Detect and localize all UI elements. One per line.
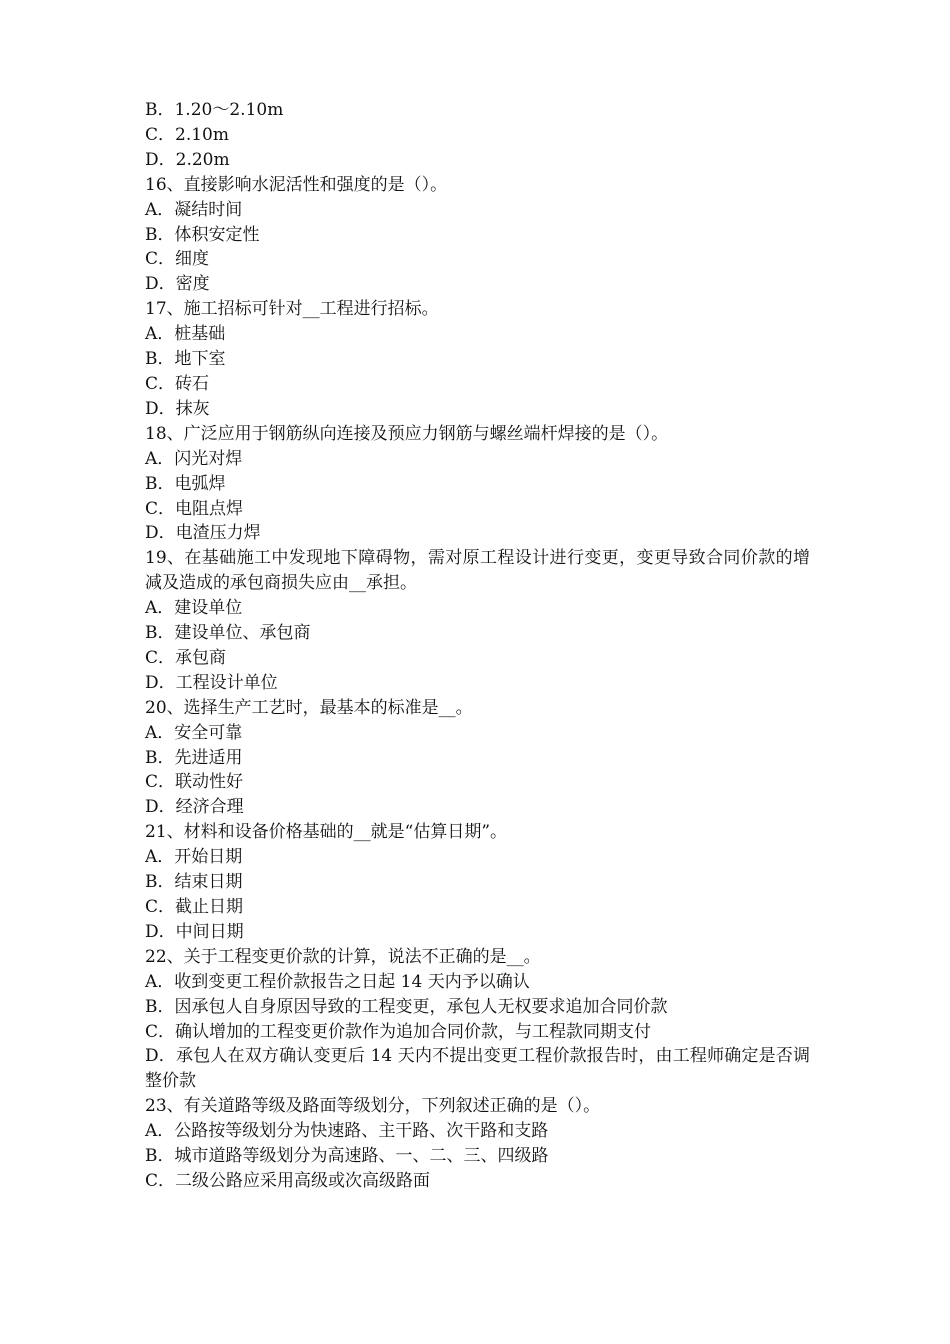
option-line: C．细度 — [145, 249, 210, 270]
text-line: D．2.20m — [145, 149, 230, 170]
option-line: B．城市道路等级划分为高速路、一、二、三、四级路 — [145, 1146, 549, 1167]
option-line: C．截止日期 — [145, 897, 244, 917]
option-line: A．建设单位 — [145, 598, 243, 619]
option-line: B．结束日期 — [145, 872, 243, 893]
text-line: B．1.20～2.10m — [145, 100, 284, 120]
option-line: C．二级公路应采用高级或次高级路面 — [145, 1170, 431, 1191]
option-line: D．经济合理 — [145, 797, 244, 818]
question-16: 16、直接影响水泥活性和强度的是（）。 — [145, 174, 448, 195]
question-19: 19、在基础施工中发现地下障碍物，需对原工程设计进行变更，变更导致合同价款的增减及造成的承包商损失应由__承担。 — [145, 548, 810, 594]
question-21: 21、材料和设备价格基础的__就是“估算日期”。 — [145, 822, 508, 843]
option-line: B．地下室 — [145, 349, 226, 370]
option-line: D．承包人在双方确认变更后 14 天内不提出变更工程价款报告时，由工程师确定是否调整价款 — [145, 1046, 810, 1092]
option-line: A．桩基础 — [145, 324, 226, 345]
question-23: 23、有关道路等级及路面等级划分，下列叙述正确的是（）。 — [145, 1096, 601, 1117]
option-line: D．密度 — [145, 274, 210, 295]
option-line: D．中间日期 — [145, 921, 244, 942]
option-line: A．凝结时间 — [145, 199, 243, 220]
question-17: 17、施工招标可针对__工程进行招标。 — [145, 299, 439, 320]
option-line: A．安全可靠 — [145, 722, 243, 743]
option-line: C．承包商 — [145, 647, 227, 668]
option-line: C．联动性好 — [145, 772, 244, 793]
document-body — [145, 98, 810, 1194]
question-20: 20、选择生产工艺时，最基本的标准是__。 — [145, 697, 473, 718]
text-line: C．2.10m — [145, 124, 229, 145]
question-18: 18、广泛应用于钢筋纵向连接及预应力钢筋与螺丝端杆焊接的是（）。 — [145, 423, 669, 444]
option-line: B．因承包人自身原因导致的工程变更，承包人无权要求追加合同价款 — [145, 996, 668, 1017]
option-line: D．抹灰 — [145, 398, 210, 419]
option-line: B．先进适用 — [145, 747, 243, 768]
option-line: A．收到变更工程价款报告之日起 14 天内予以确认 — [145, 971, 530, 992]
option-line: D．工程设计单位 — [145, 672, 278, 693]
option-line: A．闪光对焊 — [145, 448, 243, 469]
option-line: D．电渣压力焊 — [145, 523, 261, 544]
option-line: C．确认增加的工程变更价款作为追加合同价款，与工程款同期支付 — [145, 1021, 652, 1042]
option-line: B．体积安定性 — [145, 224, 260, 245]
option-line: A．公路按等级划分为快速路、主干路、次干路和支路 — [145, 1121, 549, 1142]
option-line: A．开始日期 — [145, 847, 243, 868]
option-line: C．砖石 — [145, 373, 210, 394]
option-line: B．建设单位、承包商 — [145, 623, 311, 644]
question-22: 22、关于工程变更价款的计算，说法不正确的是__。 — [145, 946, 541, 967]
option-line: C．电阻点焊 — [145, 498, 244, 519]
option-line: B．电弧焊 — [145, 473, 226, 494]
